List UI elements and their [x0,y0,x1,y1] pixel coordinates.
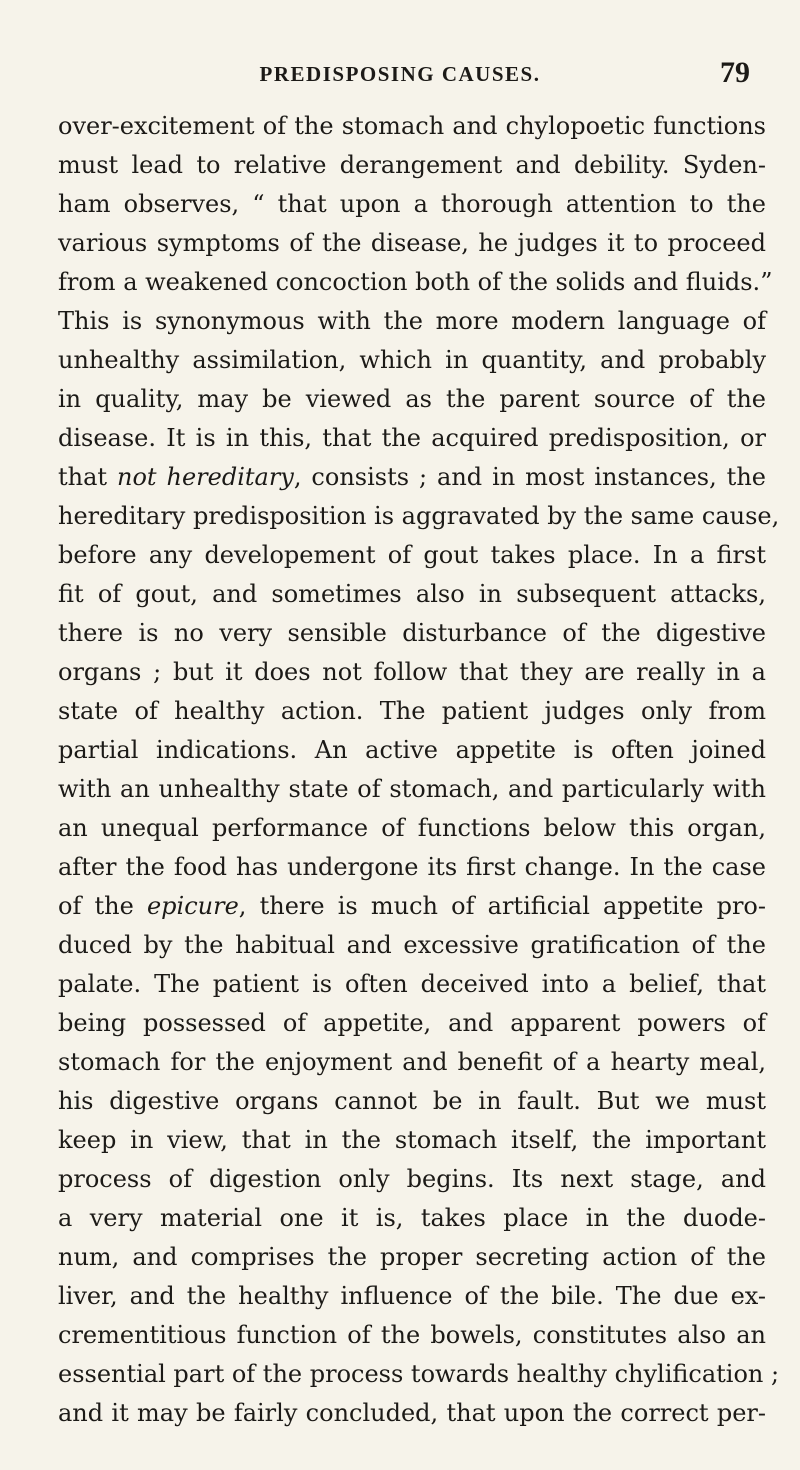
text-segment: being possessed of appetite, and apparent powers of [58,1009,766,1037]
text-line [58,575,766,614]
text-line [58,926,766,965]
text-segment: in quality, may be viewed as the parent source of the [58,385,766,413]
text-line [58,1160,766,1199]
text-segment: unhealthy assimilation, which in quantity, and probably [58,346,766,374]
text-line [58,263,773,302]
text-segment: partial indications. An active appetite is often joined [58,736,766,764]
text-line [58,1043,766,1082]
text-line [58,419,766,458]
text-segment: must lead to relative derangement and debility. Syden- [58,151,766,179]
text-line [58,731,766,770]
text-line [58,341,766,380]
text-line [58,302,766,341]
text-line [58,965,766,1004]
page-number: 79 [720,56,750,89]
text-segment: of the [58,892,147,920]
text-segment: keep in view, that in the stomach itself, the important [58,1126,766,1154]
text-line [58,1199,766,1238]
text-segment: hereditary predisposition is aggravated by the same cause, [58,502,780,530]
text-line [58,614,766,653]
text-line [58,1082,766,1121]
text-segment: This is synonymous with the more modern language of [58,307,766,335]
text-line [58,1004,766,1043]
text-line [58,1238,766,1277]
text-segment: a very material one it is, takes place in the duode- [58,1204,766,1232]
text-segment: , there is much of artificial appetite pro- [238,892,766,920]
body-text [58,107,780,1433]
italic-phrase: epicure [146,892,239,920]
text-line [58,653,766,692]
text-segment: an unequal performance of functions below this organ, [58,814,766,842]
text-segment: various symptoms of the disease, he judges it to proceed [58,229,766,257]
text-segment: , consists ; and in most instances, the [293,463,766,491]
text-line [58,146,766,185]
running-head [0,50,800,90]
text-segment: essential part of the process towards healthy chylification ; [58,1360,780,1388]
text-segment: stomach for the enjoyment and benefit of a hearty meal, [58,1048,766,1076]
text-segment: num, and comprises the proper secreting action of the [58,1243,766,1271]
text-segment: ham observes, “ that upon a thorough attention to the [58,190,766,218]
text-segment: over-excitement of the stomach and chylopoetic functions [58,112,766,140]
text-line [58,1394,766,1433]
text-segment: fit of gout, and sometimes also in subsequent attacks, [58,580,766,608]
text-line [58,887,766,926]
text-line [58,224,766,263]
text-line [58,1355,780,1394]
text-line [58,536,766,575]
text-line [58,185,766,224]
text-segment: there is no very sensible disturbance of the digestive [58,619,766,647]
text-segment: liver, and the healthy influence of the bile. The due ex- [58,1282,766,1310]
running-head-title: PREDISPOSING CAUSES. [259,62,541,86]
text-segment: palate. The patient is often deceived into a belief, that [58,970,766,998]
text-line [58,848,766,887]
text-segment: crementitious function of the bowels, constitutes also an [58,1321,766,1349]
text-segment: state of healthy action. The patient judges only from [58,697,766,725]
text-segment: before any developement of gout takes place. In a first [58,541,766,569]
text-segment: from a weakened concoction both of the solids and fluids.” [58,268,773,296]
text-line [58,380,766,419]
text-line [58,692,766,731]
text-line [58,1121,766,1160]
text-line [58,107,766,146]
text-line [58,1277,766,1316]
text-segment: after the food has undergone its first change. In the case [58,853,766,881]
text-line [58,1316,766,1355]
text-segment: his digestive organs cannot be in fault. But we must [58,1087,766,1115]
text-segment: disease. It is in this, that the acquired predisposition, or [58,424,766,452]
text-line [58,458,766,497]
text-segment: with an unhealthy state of stomach, and particularly with [58,775,766,803]
text-line [58,770,766,809]
text-segment: organs ; but it does not follow that they are really in a [58,658,766,686]
text-line [58,497,780,536]
text-line [58,809,766,848]
italic-phrase: not hereditary [117,463,294,491]
text-segment: that [58,463,117,491]
text-segment: process of digestion only begins. Its next stage, and [58,1165,766,1193]
text-segment: and it may be fairly concluded, that upon the correct per- [58,1399,766,1427]
text-segment: duced by the habitual and excessive gratification of the [58,931,766,959]
